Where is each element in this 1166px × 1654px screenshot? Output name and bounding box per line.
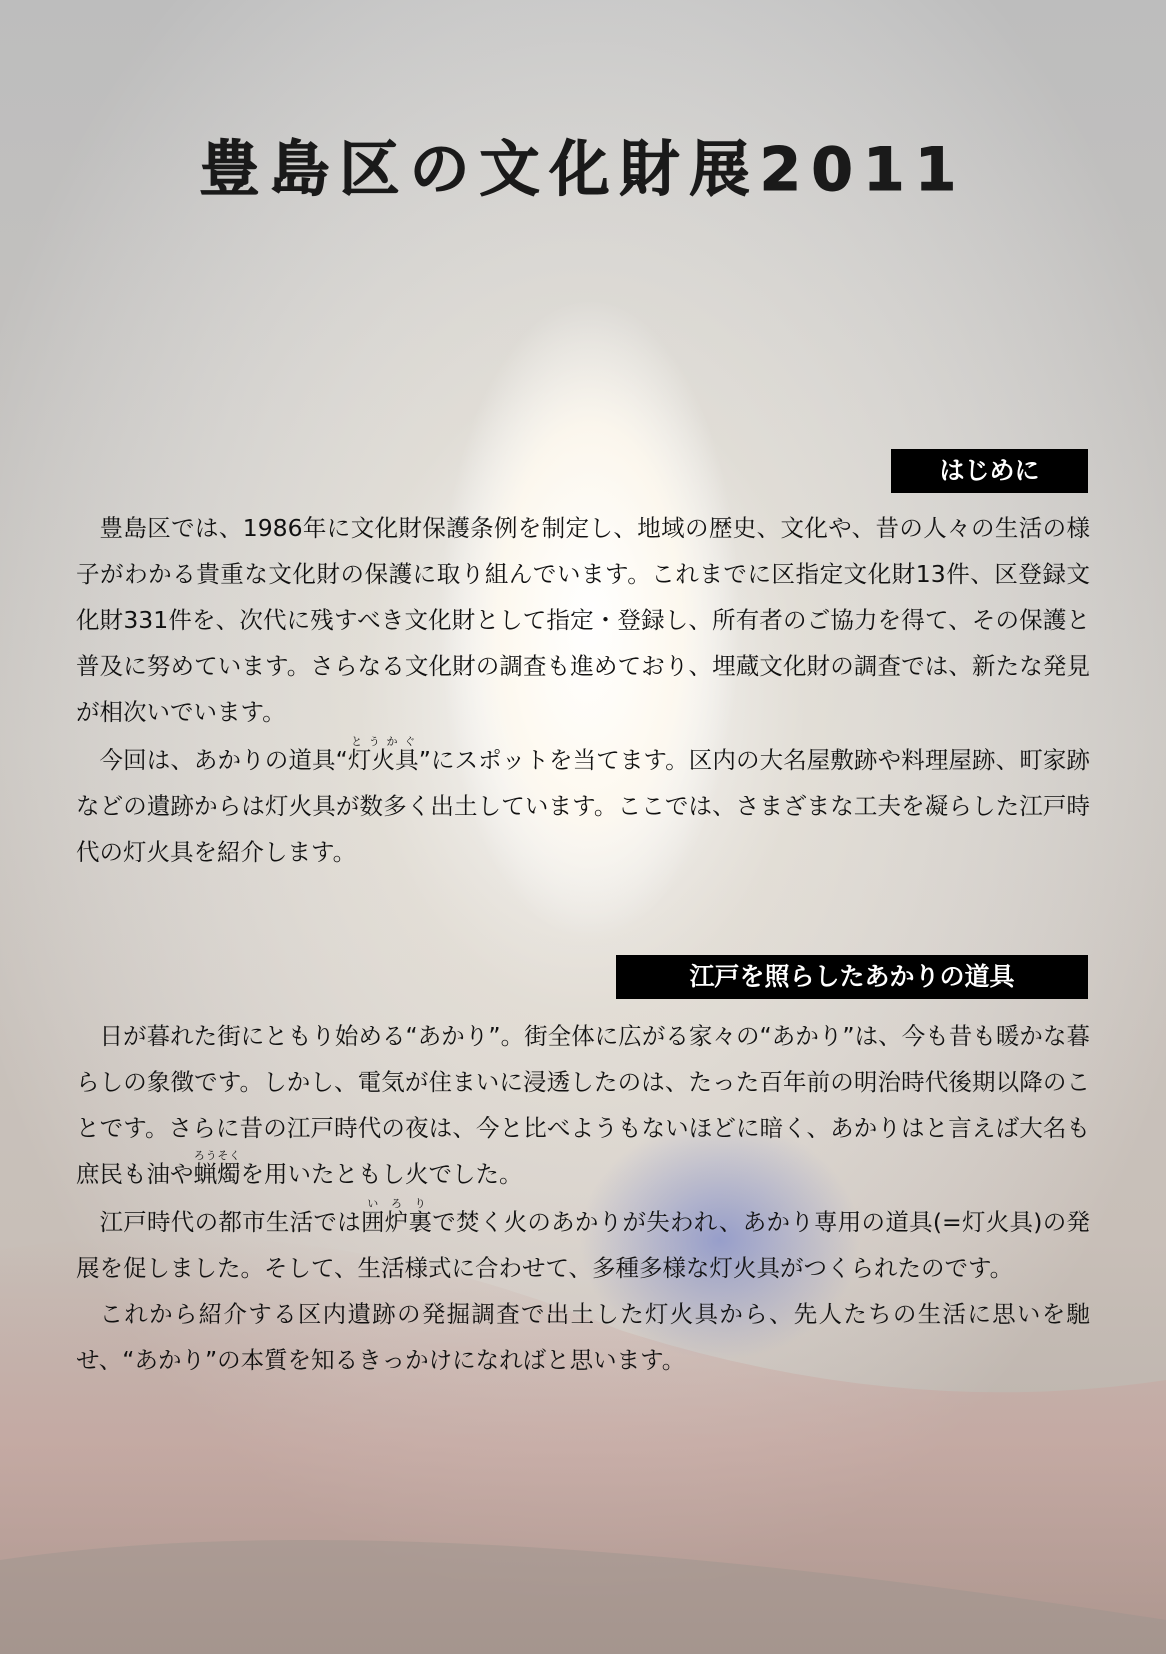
edo-p1-text-a: 日が暮れた街にともり始める“あかり”。街全体に広がる家々の“あかり”は、今も昔も暖かな暮らしの象徴です。しかし、電気が住まいに浸透したのは、たった百年前の明治時代後期以降のことです。さらに昔の江戸時代の夜は、今と比べようもないほどに暗く、あかりはと言えば大名も庶民も油や (76, 1022, 1090, 1188)
intro-paragraph-2 (76, 735, 1090, 875)
edo-p2-text-a: 江戸時代の都市生活では (99, 1208, 361, 1236)
section-heading-introduction: はじめに (891, 449, 1088, 493)
ruby-tokagu (347, 735, 419, 774)
ruby-reading-rousoku: ろうそく (193, 1149, 241, 1162)
intro-p2-text-a: 今回は、あかりの道具“ (99, 746, 348, 774)
ruby-irori (360, 1197, 433, 1236)
edo-lighting-body (76, 1013, 1090, 1383)
ruby-base-rousoku: 蝋燭 (193, 1160, 241, 1188)
ruby-base-tokagu: 灯火具 (347, 746, 419, 774)
page-title: 豊島区の文化財展2011 (199, 135, 967, 205)
edo-paragraph-2 (76, 1197, 1090, 1291)
ruby-reading-irori: いろり (360, 1197, 432, 1210)
section-heading-edo-lighting: 江戸を照らしたあかりの道具 (616, 955, 1088, 999)
intro-p2-text-b: ”にスポットを当てます。区内の大名屋敷跡や料理屋跡、町家跡などの遺跡からは灯火具が数多く出土しています。ここでは、さまざまな工夫を凝らした江戸時代の灯火具を紹介します。 (76, 746, 1090, 866)
ruby-rousoku (193, 1149, 241, 1188)
intro-paragraph-1: 豊島区では、1986年に文化財保護条例を制定し、地域の歴史、文化や、昔の人々の生活の様子がわかる貴重な文化財の保護に取り組んでいます。これまでに区指定文化財13件、区登録文化財331件を、次代に残すべき文化財として指定・登録し、所有者のご協力を得て、その保護と普及に努めています。さらなる文化財の調査も進めており、埋蔵文化財の調査では、新たな発見が相次いでいます。 (76, 514, 1090, 726)
edo-p2-text-b: で焚く火のあかりが失われ、あかり専用の道具(=灯火具)の発展を促しました。そして、生活様式に合わせて、多種多様な灯火具がつくられたのです。 (76, 1208, 1091, 1282)
ruby-reading-tokagu: とうかぐ (347, 735, 419, 748)
edo-p1-text-b: を用いたともし火でした。 (240, 1160, 523, 1188)
ruby-base-irori: 囲炉裏 (360, 1208, 433, 1236)
introduction-body (76, 505, 1090, 875)
edo-paragraph-3: これから紹介する区内遺跡の発掘調査で出土した灯火具から、先人たちの生活に思いを馳せ、“あかり”の本質を知るきっかけになればと思います。 (76, 1300, 1090, 1374)
edo-paragraph-1 (76, 1013, 1090, 1197)
